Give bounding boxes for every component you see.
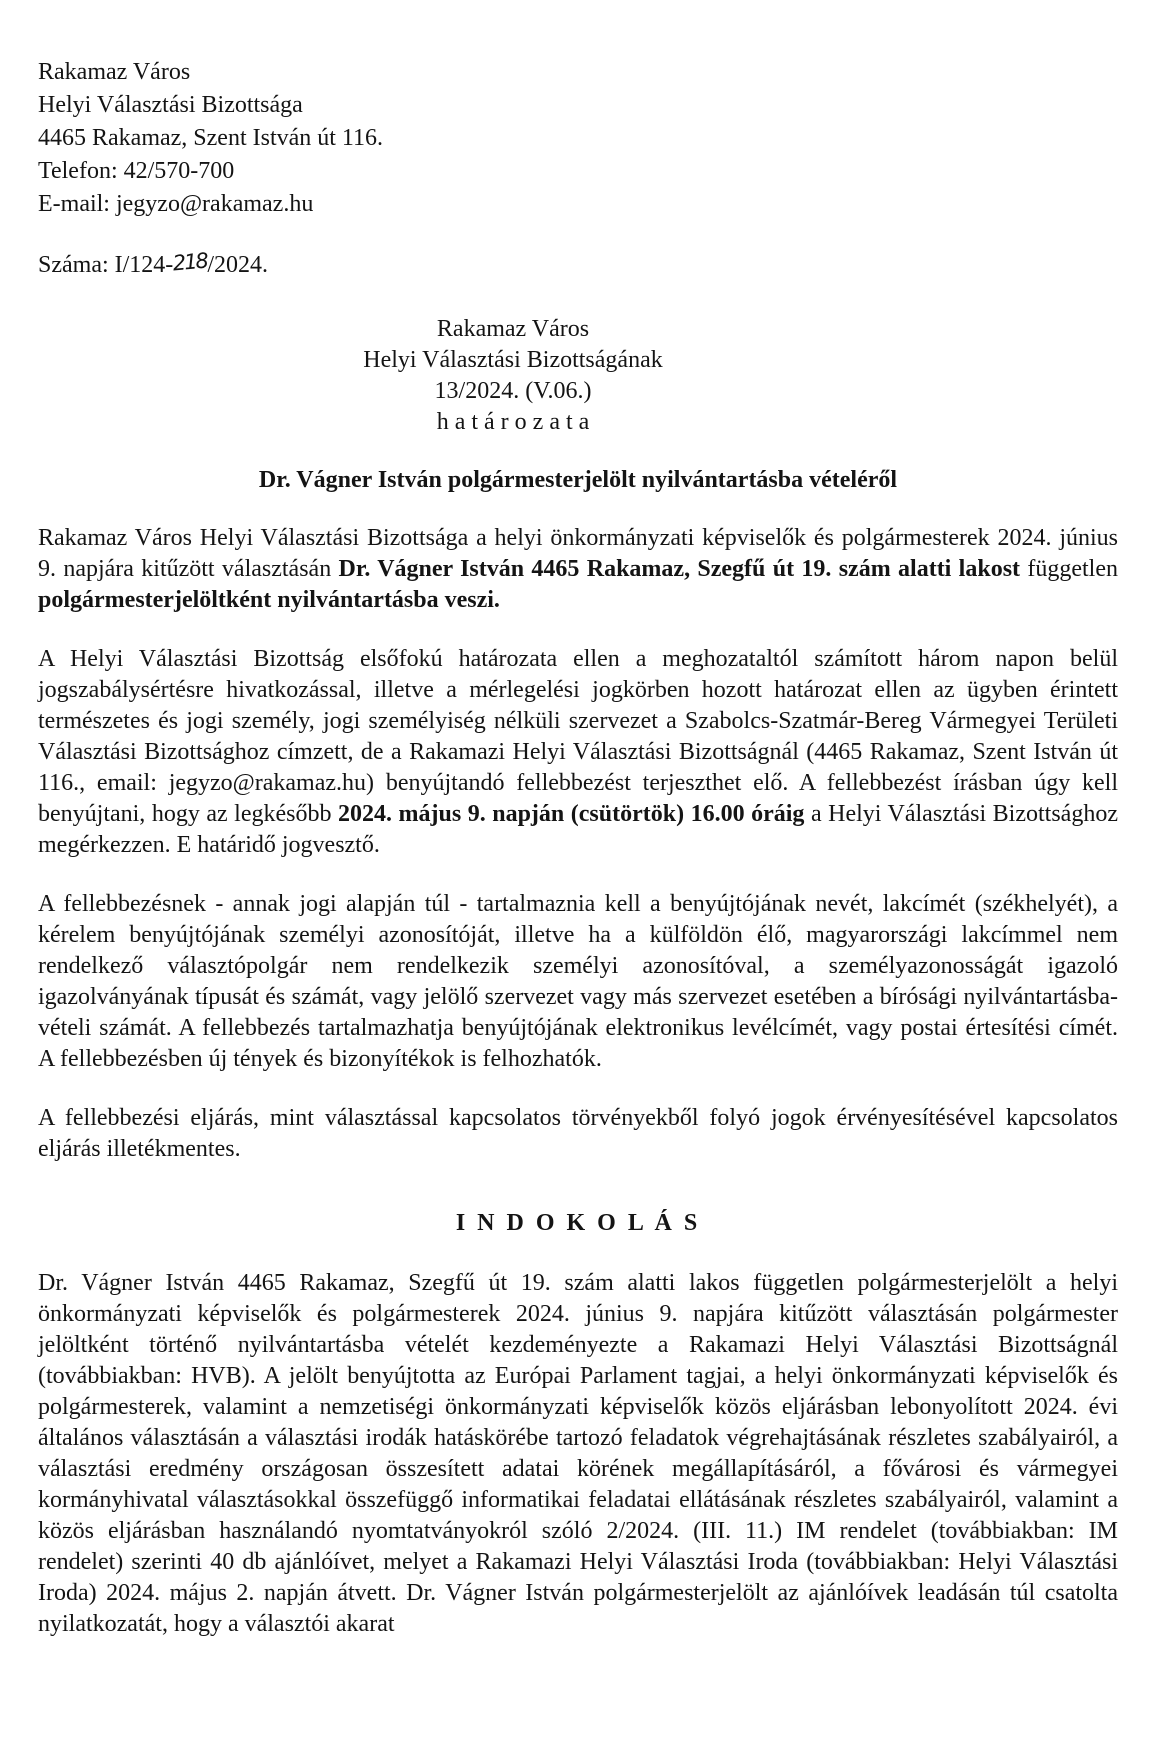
decision-number: 13/2024. (V.06.) — [434, 378, 592, 404]
case-number-handwritten: 218 — [172, 248, 209, 276]
decision-subject: Dr. Vágner István polgármesterjelölt nyilvántartásba vételéről — [258, 467, 898, 493]
case-number-suffix: /2024. — [207, 252, 269, 278]
paragraph-justification: Dr. Vágner István 4465 Rakamaz, Szegfű út 19. szám alatti lakos független polgármesterjelölt a helyi önkormányzati képviselők és polgármesterek 2024. június 9. napjára kitűzött választásán polgármester jelöltként történő nyilvántartásba vételét kezdeményezte a Rakamazi Helyi Választási Bizottságnál (továbbiakban: HVB). A jelölt benyújtotta az Európai Parlament tagjai, a helyi önkormányzati képviselők és polgármesterek, valamint a nemzetiségi önkormányzati képviselők közös eljárásban lebonyolított 2024. évi általános választásán a választási irodák hatáskörébe tartozó feladatok végrehajtásának részletes szabályairól, a választási eredmény országosan összesített adatai körének megállapításáról, a fővárosi és vármegyei kormányhivatal választásokkal összefüggő informatikai feladatai ellátásának részletes szabályairól, valamint a közös eljárásban használandó nyomtatványokról szóló 2/2024. (III. 11.) IM rendelet (továbbiakban: IM rendelet) szerinti 40 db ajánlóívet, melyet a Rakamazi Helyi Választási Iroda (továbbiakban: Helyi Választási Iroda) 2024. május 2. napján átvett. Dr. Vágner István polgármesterjelölt az ajánlóívek leadásán túl csatolta nyilatkozatát, hogy a választói akarat — [38, 1270, 1118, 1637]
appeal-pre: A Helyi Választási Bizottság elsőfokú határozata ellen a meghozataltól számított három napon belül jogszabálysértésre hivatkozással, illetve a mérlegelési jogkörben hozott határozat ellen az ügyben érintett természetes és jogi személy, jogi személyiség nélküli szervezet a Szabolcs-Szatmár-Bereg Vármegyei Területi Választási Bizottsághoz címzett, de a Rakamazi Helyi Választási Bizottságnál (4465 Rakamaz, Szent István út 116., email: jegyzo@rakamaz.hu) benyújtandó fellebbezést terjeszthet elő. A fellebbezést írásban úgy kell benyújtani, hogy az legkésőbb — [38, 646, 1118, 827]
paragraph-fee-exemption: A fellebbezési eljárás, mint választással kapcsolatos törvényekből folyó jogok érvényesítésével kapcsolatos eljárás illetékmentes. — [38, 1105, 1118, 1162]
operative-candidate-bold: Dr. Vágner István 4465 Rakamaz, Szegfű út 19. szám alatti lakost — [338, 556, 1021, 582]
paragraph-operative — [38, 523, 1118, 616]
appeal-deadline-bold: 2024. május 9. napján (csütörtök) 16.00 óráig — [338, 801, 805, 827]
decision-type: h a t á r o z a t a — [436, 409, 590, 435]
case-number-prefix: Száma: I/124- — [38, 252, 174, 278]
letterhead-phone: Telefon: 42/570-700 — [38, 158, 235, 184]
decision-org-name: Rakamaz Város — [436, 316, 590, 342]
justification-heading: I N D O K O L Á S — [455, 1210, 701, 1236]
letterhead-org-name: Rakamaz Város — [38, 59, 191, 85]
operative-registration-bold: polgármesterjelöltként nyilvántartásba veszi. — [38, 587, 500, 613]
appeal-post: a Helyi Választási Bizottsághoz megérkezzen. E határidő jogvesztő. — [38, 801, 1118, 858]
letterhead-email: E-mail: jegyzo@rakamaz.hu — [38, 191, 314, 217]
letterhead-org-unit: Helyi Választási Bizottsága — [38, 92, 303, 118]
paragraph-appeal-content: A fellebbezésnek - annak jogi alapján túl - tartalmaznia kell a benyújtójának nevét, lakcímét (székhelyét), a kérelem benyújtójának személyi azonosítóját, illetve ha a külföldön élő, magyarországi lakcímmel nem rendelkező választópolgár nem rendelkezik személyi azonosítóval, a személyazonosságát igazoló igazolványának típusát és számát, vagy jelölő szervezet vagy más szervezet esetében a bírósági nyilvántartásba-vételi számát. A fellebbezés tartalmazhatja benyújtójának elektronikus levélcímét, vagy postai értesítési címét. A fellebbezésben új tények és bizonyítékok is felhozhatók. — [38, 891, 1118, 1072]
decision-org-unit: Helyi Választási Bizottságának — [363, 347, 663, 373]
letterhead-address: 4465 Rakamaz, Szent István út 116. — [38, 125, 384, 151]
letterhead — [38, 56, 1118, 221]
decision-title-block — [38, 314, 988, 438]
case-number-line — [38, 249, 1118, 282]
operative-pre: Rakamaz Város Helyi Választási Bizottsága a helyi önkormányzati képviselők és polgármesterek 2024. június 9. napjára kitűzött választásán — [38, 525, 1118, 582]
paragraph-appeal-procedure — [38, 644, 1118, 861]
operative-mid: független — [1020, 556, 1118, 582]
